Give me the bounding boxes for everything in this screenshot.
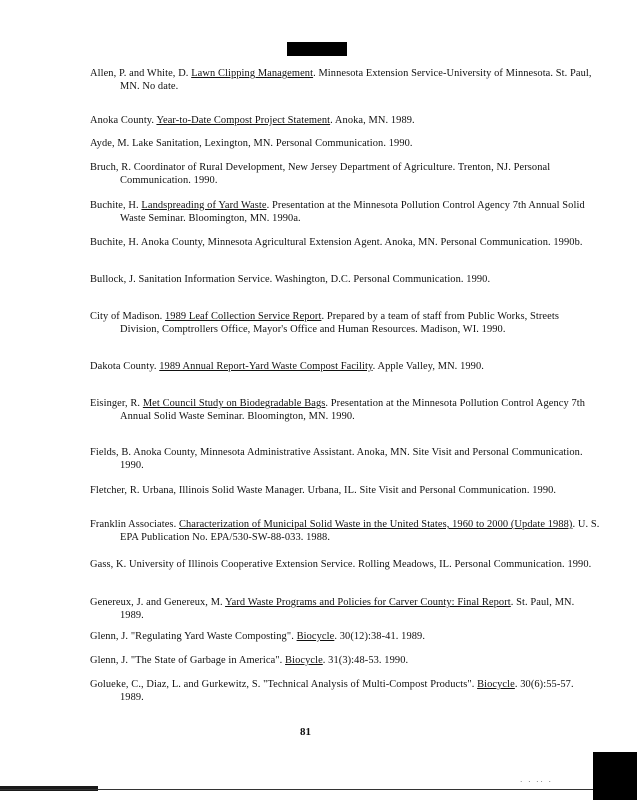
- reference-entry: Bullock, J. Sanitation Information Service. Washington, D.C. Personal Communication. 1990.: [90, 274, 491, 285]
- reference-entry: Fletcher, R. Urbana, Illinois Solid Waste Manager. Urbana, IL. Site Visit and Personal Communication. 1990.: [90, 485, 557, 496]
- reference-entry: Glenn, J. "The State of Garbage in America". Biocycle. 31(3):48-53. 1990.: [90, 655, 409, 666]
- reference-entry: Dakota County. 1989 Annual Report-Yard Waste Compost Facility. Apple Valley, MN. 1990.: [90, 361, 484, 372]
- reference-entry: Anoka County. Year-to-Date Compost Project Statement. Anoka, MN. 1989.: [90, 115, 415, 126]
- reference-entry: Gass, K. University of Illinois Cooperative Extension Service. Rolling Meadows, IL. Personal Communication. 1990.: [90, 559, 592, 570]
- redaction-bar: [287, 42, 347, 56]
- page-number: 81: [300, 726, 311, 738]
- reference-entry: Glenn, J. "Regulating Yard Waste Composting". Biocycle. 30(12):38-41. 1989.: [90, 631, 426, 642]
- reference-entry: Buchite, H. Landspreading of Yard Waste. Presentation at the Minnesota Pollution Control Agency 7th Annual Solid Waste Seminar. Bloomington, MN. 1990a.: [90, 200, 585, 225]
- reference-entry: Fields, B. Anoka County, Minnesota Administrative Assistant. Anoka, MN. Site Visit and Personal Communication. 1990.: [90, 447, 583, 472]
- reference-entry: Golueke, C., Diaz, L. and Gurkewitz, S. "Technical Analysis of Multi-Compost Products". Biocycle. 30(6):55-57. 1989.: [90, 679, 574, 704]
- reference-entry: Eisinger, R. Met Council Study on Biodegradable Bags. Presentation at the Minnesota Pollution Control Agency 7th Annual Solid Waste Seminar. Bloomington, MN. 1990.: [90, 398, 586, 423]
- reference-entry: Genereux, J. and Genereux, M. Yard Waste Programs and Policies for Carver County: Final Report. St. Paul, MN. 1989.: [90, 597, 575, 622]
- scan-bottom-rule: [0, 789, 600, 790]
- reference-entry: Franklin Associates. Characterization of Municipal Solid Waste in the United States, 1960 to 2000 (Update 1988). U. S. EPA Publication No. EPA/530-SW-88-033. 1988.: [90, 519, 600, 544]
- reference-entry: Bruch, R. Coordinator of Rural Development, New Jersey Department of Agriculture. Trenton, NJ. Personal Communication. 1990.: [90, 162, 551, 187]
- reference-entry: Buchite, H. Anoka County, Minnesota Agricultural Extension Agent. Anoka, MN. Personal Communication. 1990b.: [90, 237, 583, 248]
- scan-corner-block: [593, 752, 637, 800]
- scan-specks: · · ·· ·: [520, 778, 553, 786]
- reference-entry: City of Madison. 1989 Leaf Collection Service Report. Prepared by a team of staff from Public Works, Streets Division, Comptrollers Office, Mayor's Office and Human Resources. Madison, WI. 1990.: [90, 311, 559, 336]
- reference-entry: Allen, P. and White, D. Lawn Clipping Management. Minnesota Extension Service-University of Minnesota. St. Paul, MN. No date.: [90, 68, 592, 93]
- reference-entry: Ayde, M. Lake Sanitation, Lexington, MN. Personal Communication. 1990.: [90, 138, 413, 149]
